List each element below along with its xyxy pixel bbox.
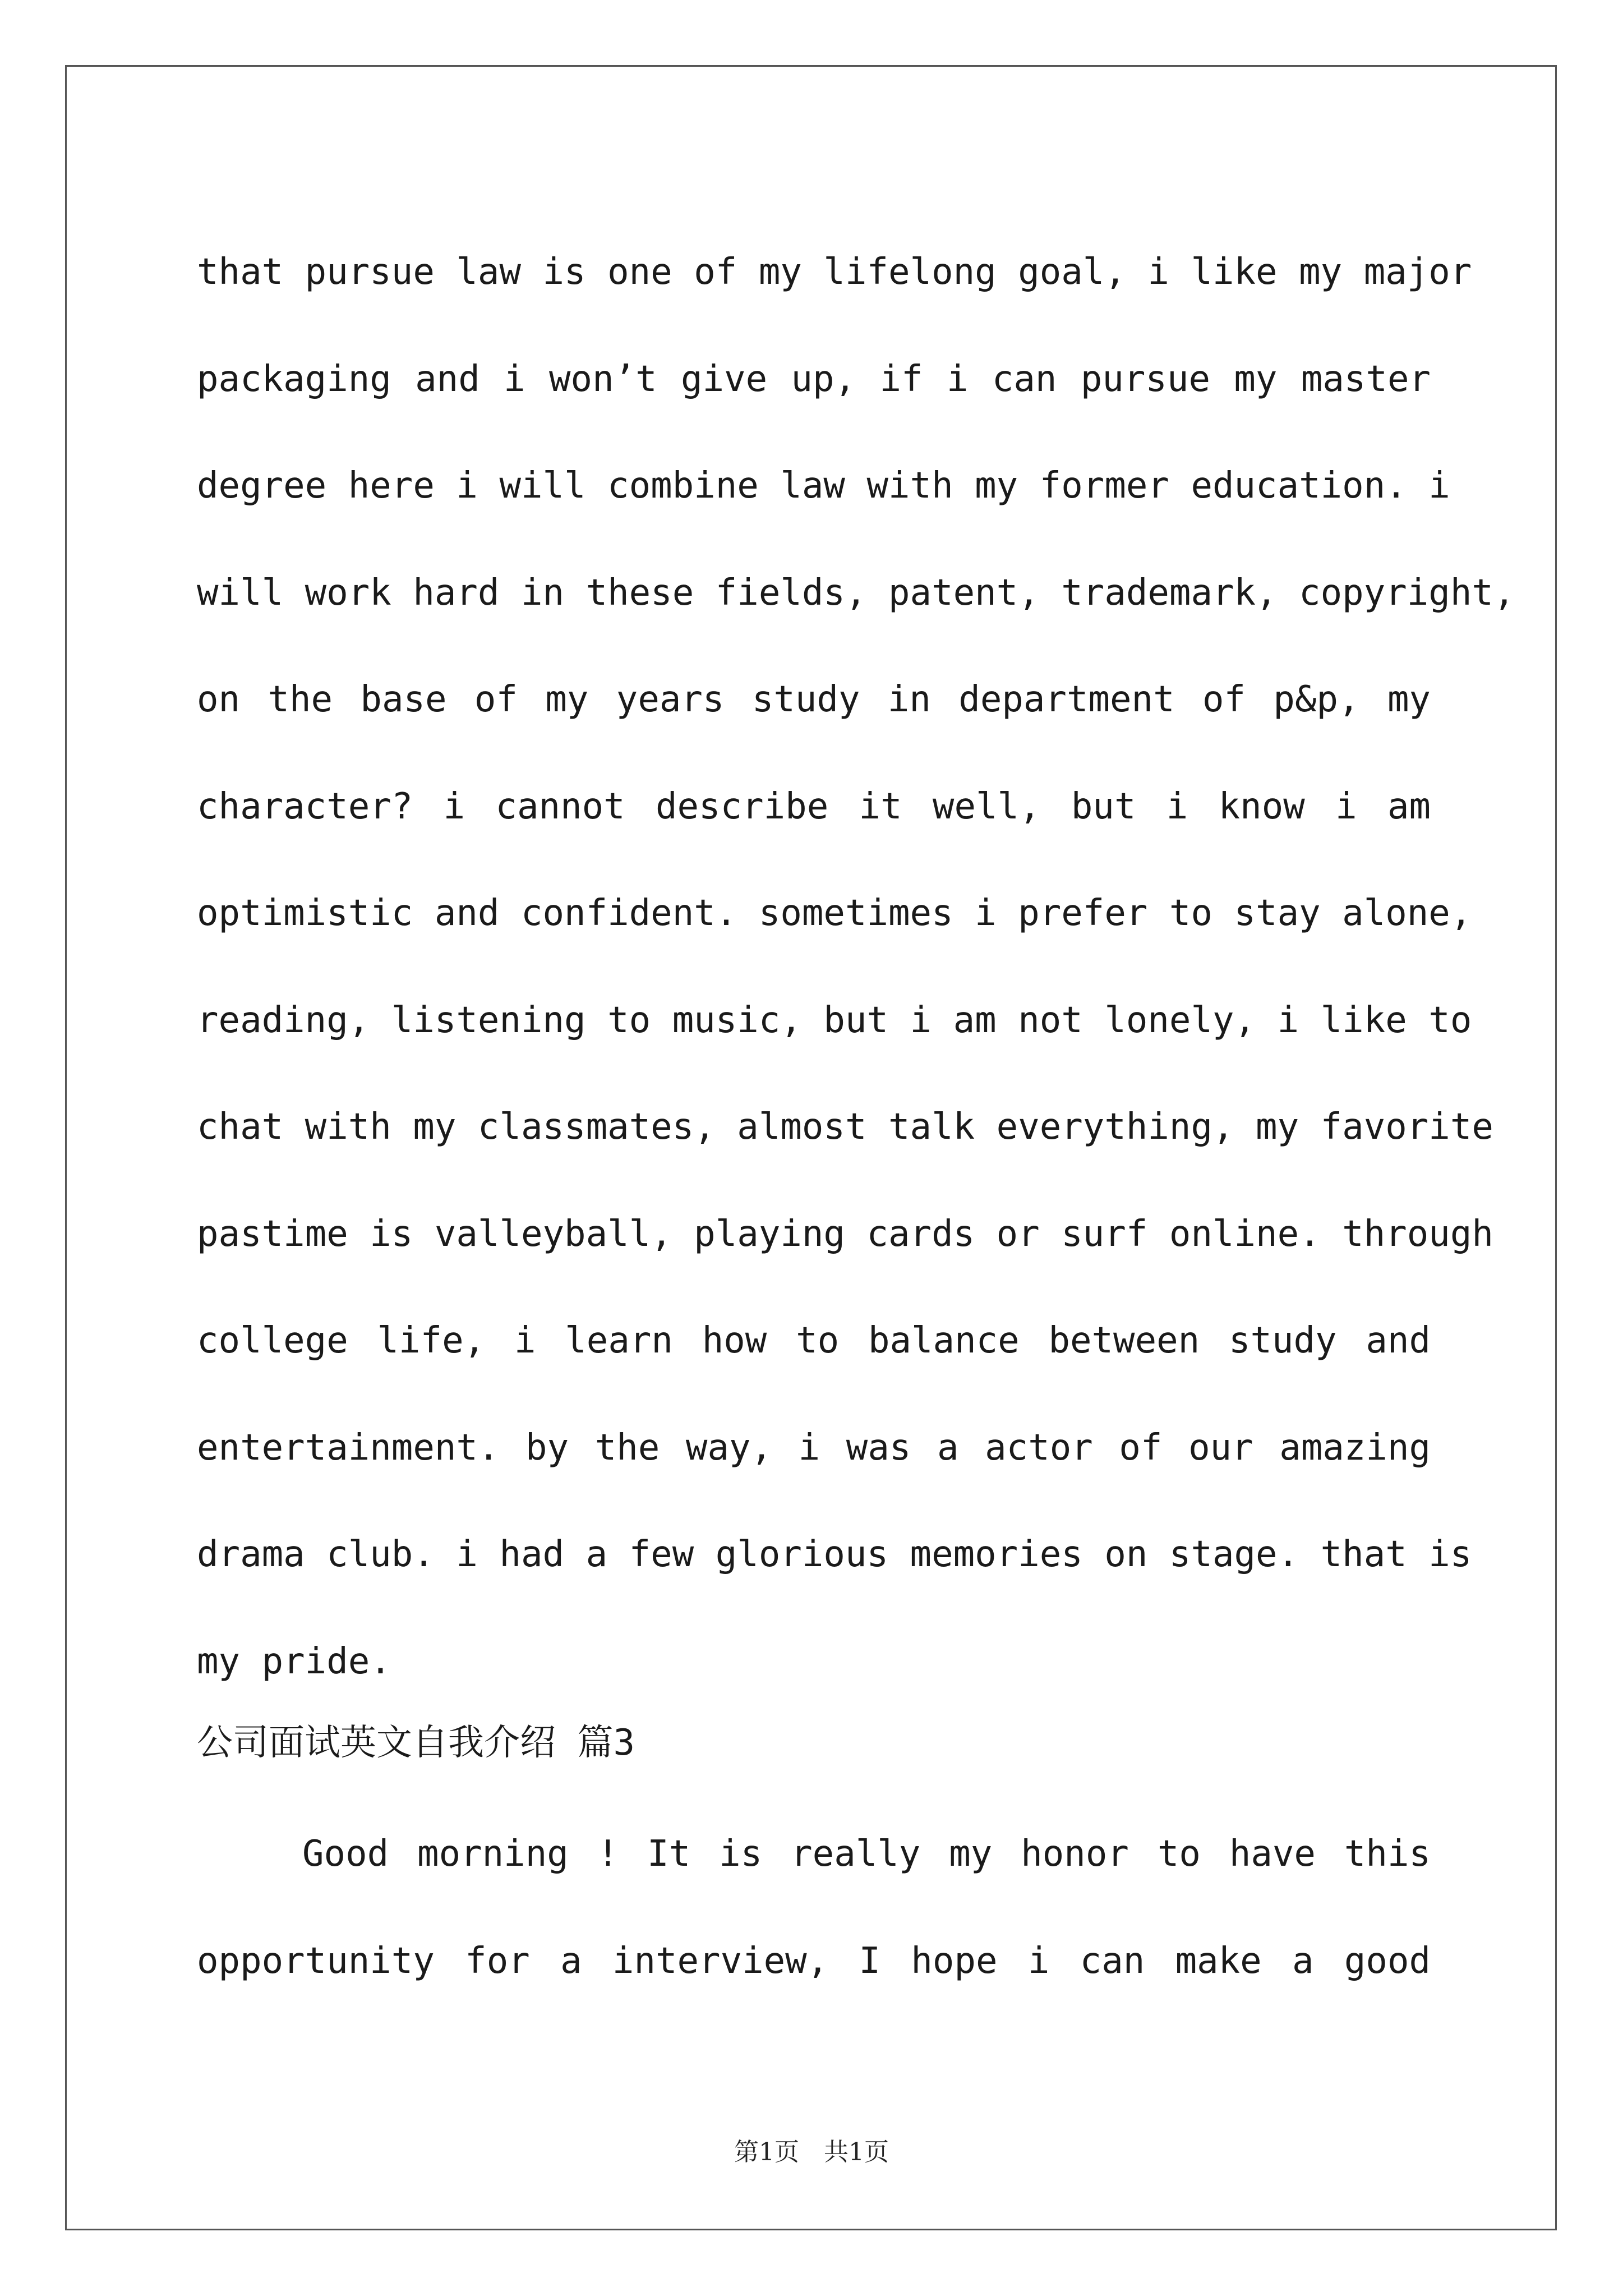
page-number-footer: 第1页 共1页 [734, 2138, 889, 2166]
text-line: Good morning ! It is really my honor to have this [302, 1833, 1431, 1875]
paragraph-1 [197, 219, 1515, 1715]
text-line: packaging and i won’t give up, if i can pursue my master [197, 358, 1431, 400]
text-line: will work hard in these fields, patent, trademark, copyright, [197, 572, 1515, 614]
text-line: my pride. [197, 1640, 391, 1682]
text-line: drama club. i had a few glorious memories on stage. that is [197, 1534, 1472, 1575]
paragraph-2 [197, 1801, 1431, 2014]
text-line: reading, listening to music, but i am not lonely, i like to [197, 999, 1472, 1041]
text-line: chat with my classmates, almost talk everything, my favorite [197, 1106, 1493, 1148]
text-line: pastime is valleyball, playing cards or surf online. through [197, 1213, 1493, 1255]
text-line: college life, i learn how to balance between study and [197, 1320, 1431, 1361]
text-line: character? i cannot describe it well, but i know i am [197, 785, 1431, 827]
text-line: entertainment. by the way, i was a actor of our amazing [197, 1427, 1431, 1469]
text-line: that pursue law is one of my lifelong goal, i like my major [197, 251, 1472, 293]
text-line: optimistic and confident. sometimes i prefer to stay alone, [197, 892, 1472, 934]
text-line: on the base of my years study in department of p&p, my [197, 679, 1431, 720]
text-line: degree here i will combine law with my former education. i [197, 465, 1450, 507]
text-line: opportunity for a interview, I hope i can make a good [197, 1940, 1431, 1982]
section-heading: 公司面试英文自我介绍 篇3 [197, 1722, 635, 1764]
